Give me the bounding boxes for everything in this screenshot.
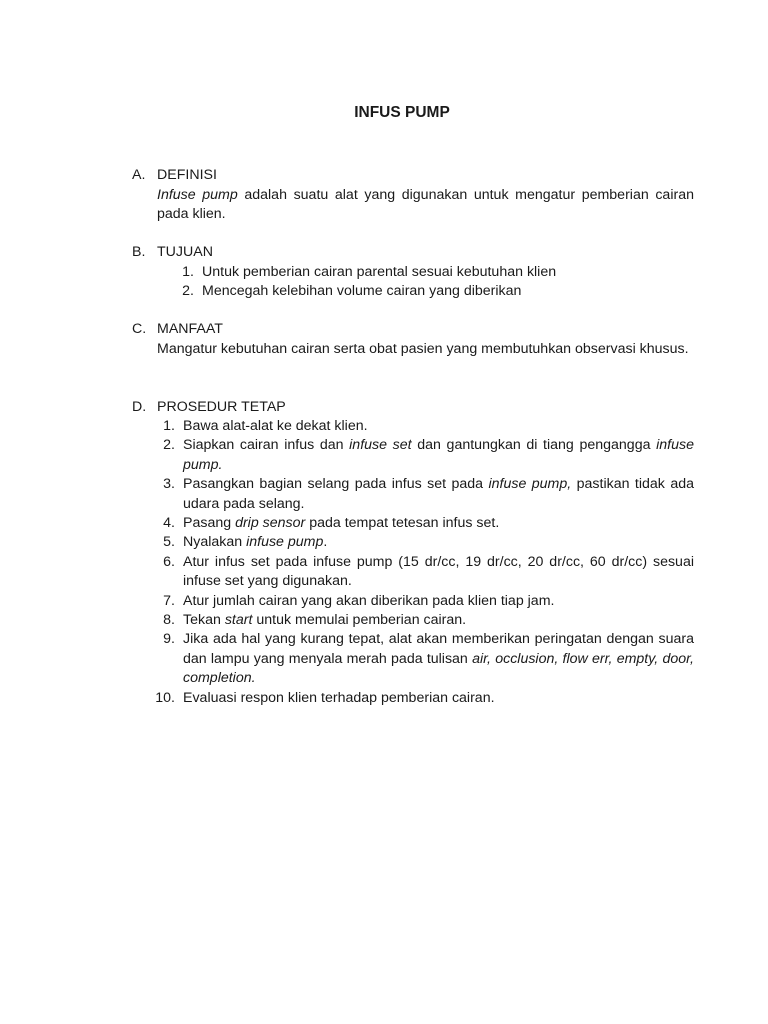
- list-item: [163, 533, 694, 552]
- list-item-text: Bawa alat-alat ke dekat klien.: [183, 418, 368, 434]
- list-item: [163, 553, 694, 592]
- section-heading: MANFAAT: [157, 321, 223, 337]
- definition-paragraph: [157, 186, 694, 225]
- section-letter: C.: [132, 321, 147, 337]
- list-item-text: Jika ada hal yang kurang tepat, alat akan memberikan peringatan dengan suara dan lampu yang menyala merah pada tulisan: [183, 631, 694, 667]
- list-number: 10.: [155, 689, 175, 706]
- italic-term: air, occlusion, flow err, empty, door, completion.: [183, 650, 694, 687]
- list-number: 6.: [163, 553, 175, 570]
- list-item-text: Mencegah kelebihan volume cairan yang diberikan: [202, 283, 522, 300]
- list-item: [155, 689, 694, 708]
- definition-text: adalah suatu alat yang digunakan untuk mengatur pemberian cairan pada klien.: [157, 187, 694, 223]
- list-item: [163, 592, 694, 611]
- section-letter: D.: [132, 399, 147, 415]
- list-number: 2.: [163, 437, 175, 454]
- list-number: 4.: [163, 515, 175, 532]
- document-title: INFUS PUMP: [354, 104, 450, 121]
- italic-term: drip sensor: [235, 515, 306, 532]
- list-item-text: Pasangkan bagian selang pada infus set pada: [183, 476, 489, 493]
- list-item-text: Nyalakan: [183, 534, 247, 551]
- list-item-text: Siapkan cairan infus dan: [183, 437, 350, 454]
- italic-term: start: [224, 612, 253, 629]
- section-letter: A.: [132, 167, 146, 183]
- list-item: [163, 475, 695, 514]
- list-item-text: Tekan: [183, 612, 225, 629]
- list-item: [163, 611, 694, 630]
- tujuan-list: [182, 263, 694, 302]
- list-item-text: Evaluasi respon klien terhadap pemberian cairan.: [183, 689, 495, 706]
- list-item: [163, 436, 694, 475]
- prosedur-list: [155, 417, 695, 708]
- list-item: [163, 417, 694, 436]
- section-heading: PROSEDUR TETAP: [157, 399, 286, 415]
- section-letter: B.: [132, 244, 146, 260]
- list-number: 9.: [163, 631, 175, 648]
- list-item-text: pastikan tidak ada udara pada selang.: [183, 476, 695, 512]
- list-item: [163, 514, 694, 533]
- list-number: 1.: [182, 264, 194, 280]
- list-number: 1.: [163, 418, 175, 434]
- list-item-text: Untuk pemberian cairan parental sesuai kebutuhan klien: [202, 264, 557, 280]
- term-italic: Infuse pump: [157, 187, 238, 203]
- list-item: [182, 263, 694, 282]
- list-number: 7.: [163, 592, 175, 609]
- list-item-text: Atur infus set pada infuse pump (15 dr/cc, 19 dr/cc, 20 dr/cc, 60 dr/cc) sesuai infuse set yang digunakan.: [183, 553, 694, 590]
- section-heading: TUJUAN: [157, 244, 213, 260]
- italic-term: infuse pump.: [183, 437, 694, 473]
- italic-term: infuse pump: [246, 534, 324, 551]
- list-item-text: untuk memulai pemberian cairan.: [252, 612, 467, 629]
- list-item-text: dan gantungkan di tiang pengangga: [411, 437, 657, 454]
- list-item-text: pada tempat tetesan infus set.: [305, 515, 500, 532]
- list-number: 3.: [163, 476, 175, 493]
- list-item: [182, 282, 694, 301]
- list-number: 8.: [163, 612, 175, 629]
- section-heading: DEFINISI: [157, 167, 217, 183]
- italic-term: infuse pump,: [488, 476, 572, 493]
- list-number: 5.: [163, 534, 175, 551]
- list-item-text: Atur jumlah cairan yang akan diberikan pada klien tiap jam.: [183, 592, 555, 609]
- list-number: 2.: [182, 283, 194, 300]
- list-item: [163, 630, 694, 688]
- italic-term: infuse set: [349, 437, 412, 454]
- list-item-text: .: [323, 534, 328, 551]
- manfaat-paragraph: Mangatur kebutuhan cairan serta obat pasien yang membutuhkan observasi khusus.: [157, 341, 689, 357]
- list-item-text: Pasang: [183, 515, 236, 532]
